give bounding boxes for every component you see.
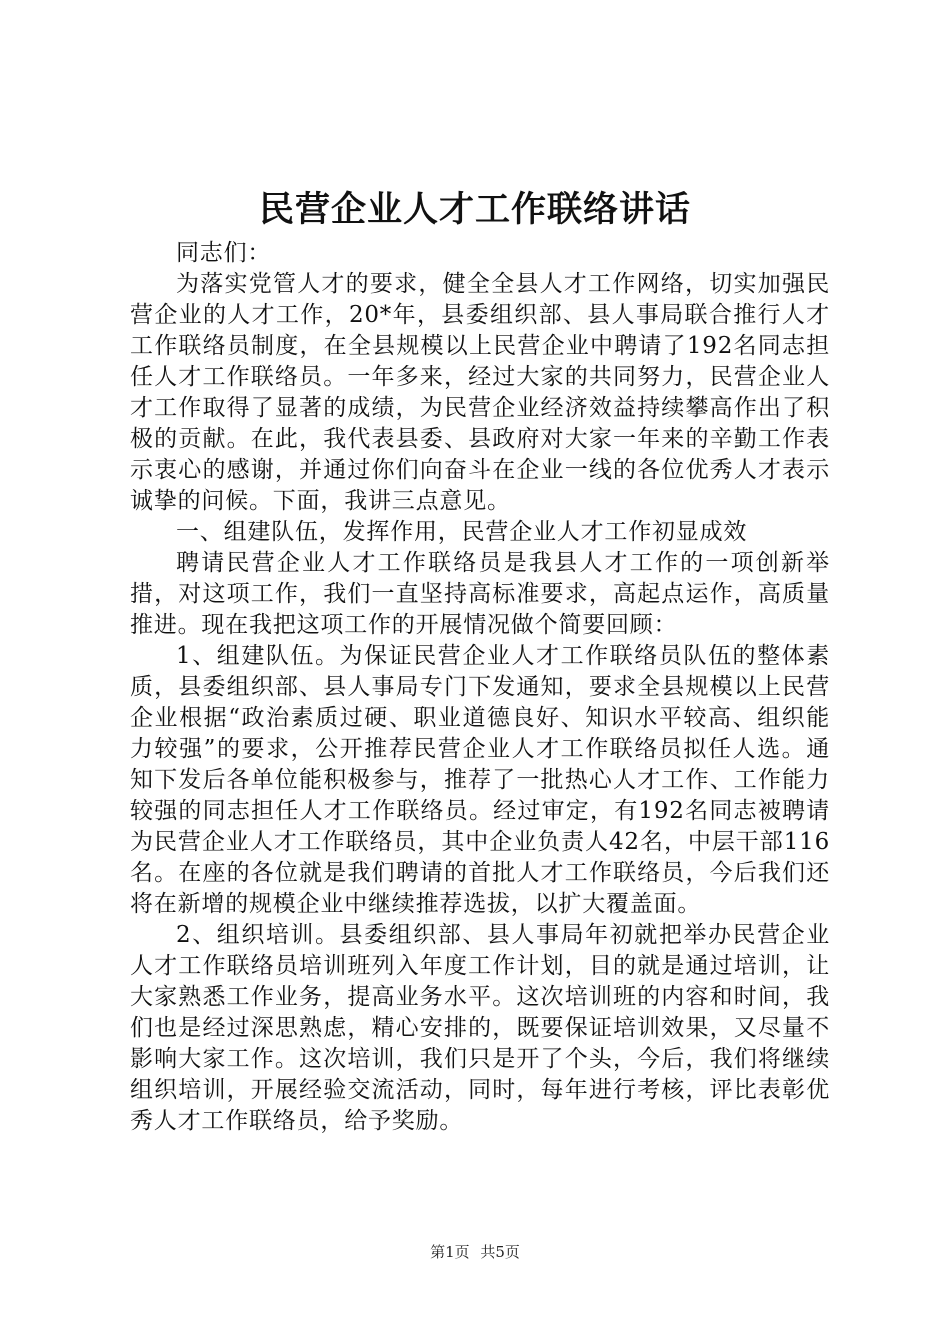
document-title: 民营企业人才工作联络讲话 <box>258 189 691 230</box>
page-footer <box>0 1242 950 1262</box>
document-body <box>130 238 830 1137</box>
section-heading-1: 一、组建队伍，发挥作用，民营企业人才工作初显成效 <box>176 519 748 545</box>
paragraph-section-1-intro: 聘请民营企业人才工作联络员是我县人才工作的一项创新举措，对这项工作，我们一直坚持高标准要求，高起点运作，高质量推进。现在我把这项工作的开展情况做个简要回顾： <box>130 550 830 638</box>
paragraph-build-team: 1、组建队伍。为保证民营企业人才工作联络员队伍的整体素质，县委组织部、县人事局专门下发通知，要求全县规模以上民营企业根据“政治素质过硬、职业道德良好、知识水平较高、组织能力较强”的要求，公开推荐民营企业人才工作联络员拟任人选。通知下发后各单位能积极参与，推荐了一批热心人才工作、工作能力较强的同志担任人才工作联络员。经过审定，有192名同志被聘请为民营企业人才工作联络员，其中企业负责人42名，中层干部116名。在座的各位就是我们聘请的首批人才工作联络员，今后我们还将在新增的规模企业中继续推荐选拔，以扩大覆盖面。 <box>130 643 830 917</box>
page-total: 共5页 <box>480 1243 520 1261</box>
paragraph-intro: 为落实党管人才的要求，健全全县人才工作网络，切实加强民营企业的人才工作，20*年，县委组织部、县人事局联合推行人才工作联络员制度，在全县规模以上民营企业中聘请了192名同志担任人才工作联络员。一年多来，经过大家的共同努力，民营企业人才工作取得了显著的成绩，为民营企业经济效益持续攀高作出了积极的贡献。在此，我代表县委、县政府对大家一年来的辛勤工作表示衷心的感谢，并通过你们向奋斗在企业一线的各位优秀人才表示诚挚的问候。下面，我讲三点意见。 <box>130 271 830 514</box>
paragraph-training: 2、组织培训。县委组织部、县人事局年初就把举办民营企业人才工作联络员培训班列入年度工作计划，目的就是通过培训，让大家熟悉工作业务，提高业务水平。这次培训班的内容和时间，我们也是经过深思熟虑，精心安排的，既要保证培训效果，又尽量不影响大家工作。这次培训，我们只是开了个头，今后，我们将继续组织培训，开展经验交流活动，同时，每年进行考核，评比表彰优秀人才工作联络员，给予奖励。 <box>130 922 830 1134</box>
salutation: 同志们： <box>176 240 272 266</box>
page-number: 第1页 <box>430 1243 470 1261</box>
